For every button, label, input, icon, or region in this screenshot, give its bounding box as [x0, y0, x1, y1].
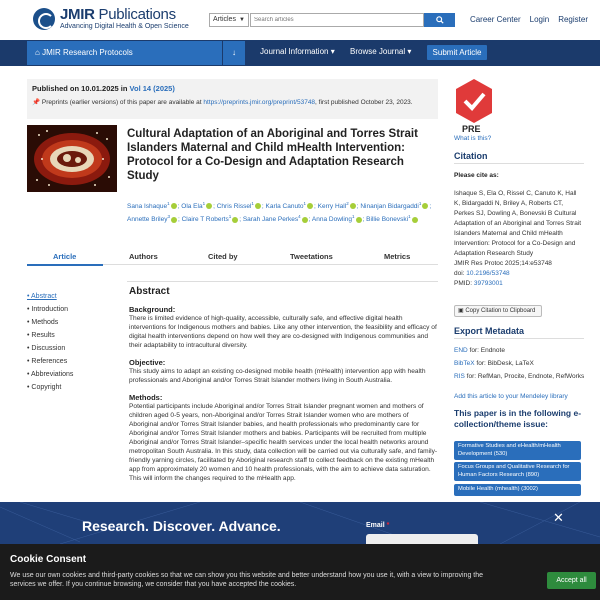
article-tabs [27, 250, 438, 265]
article-title: Cultural Adaptation of an Aboriginal and Torres Strait Islanders Maternal and Child mHealth Intervention: Protocol for a Co-Design and Adaptation Research Study [127, 128, 418, 182]
orcid-icon[interactable] [307, 203, 313, 209]
search-input[interactable] [250, 13, 424, 27]
pin-icon: 📌 [32, 99, 41, 106]
journal-switch-button[interactable] [223, 41, 245, 65]
author-item: Annette Briley$^3$ ; [127, 214, 182, 224]
toc-methods[interactable]: • Methods [27, 319, 117, 332]
newsletter-email-input[interactable] [366, 534, 478, 544]
author-item: Chris Rissel$^1$ ; [216, 201, 266, 211]
abstract-methods [129, 393, 438, 483]
author-name[interactable]: Sarah Jane Perkes [242, 216, 299, 224]
author-list [127, 199, 439, 225]
orcid-icon[interactable] [356, 217, 362, 223]
author-name[interactable]: Billie Bonevski [366, 216, 409, 224]
author-item: Kerry Hall$^2$ ; [317, 201, 361, 211]
author-name[interactable]: Karla Canuto [265, 203, 304, 211]
orcid-icon[interactable] [171, 203, 177, 209]
author-name[interactable]: Chris Rissel [216, 203, 252, 211]
doi-link[interactable]: 10.2196/53748 [466, 270, 510, 277]
export-ris-link[interactable]: RIS [454, 373, 465, 380]
author-affiliation: 2 [346, 201, 349, 206]
export-ris: RIS for: RefMan, Procite, Endnote, RefWorks [454, 373, 585, 380]
search-icon [436, 16, 444, 24]
career-center-link[interactable]: Career Center [469, 15, 521, 24]
tab-cited-by[interactable]: Cited by [208, 252, 238, 261]
toc-references[interactable]: • References [27, 358, 117, 371]
author-affiliation: 1 [352, 214, 355, 220]
pre-label: PRE [462, 124, 481, 134]
journal-home-link[interactable]: ⌂ JMIR Research Protocols [27, 41, 222, 65]
clipboard-icon: ▣ [458, 308, 464, 314]
toc-discussion[interactable]: • Discussion [27, 345, 117, 358]
citation-pmid: PMID: 39793001 [454, 280, 503, 287]
cookie-title: Cookie Consent [10, 554, 87, 565]
volume-link[interactable]: Vol 14 (2025) [129, 84, 175, 93]
toc-abstract[interactable]: • Abstract [27, 293, 117, 306]
section-text: Potential participants include Aboriginal and/or Torres Strait Islander pregnant women and mothers of children aged 0-5 years, non-Aboriginal and/or Torres Strait Islander women who are mothers of Aboriginal and/or Torres Strait Islander babies, and health professionals who predominantly care for Aboriginal and/or Torres Strait Islander mothers and babies. Participants will be recruited from multiple Aboriginal and/or Torres Strait Islander–specific health services under the local health networks around metropolitan South Australia. In this study, data collection will be carried out via culturally safe, and family-friendly yarning circles, facilitated by Aboriginal research staff to collect feedback on the existing mHealth app from approximately 20 women and 10 health professionals, with the aim to achieve data saturation. This will inform the changes required to the mHealth app. [129, 403, 438, 482]
search-button[interactable] [424, 13, 455, 27]
tab-article[interactable]: Article [53, 252, 77, 261]
author-affiliation: 1 [167, 201, 170, 206]
author-affiliation: 1 [408, 214, 411, 220]
author-affiliation: 1 [228, 214, 232, 220]
close-icon[interactable]: ✕ [553, 510, 564, 525]
author-item: Sana Ishaque$^1$ ; [127, 201, 182, 211]
author-name[interactable]: Ninanjan Bidargaddi [360, 203, 419, 211]
jmir-logo-icon[interactable] [33, 8, 55, 30]
tab-metrics[interactable]: Metrics [384, 252, 411, 261]
preprint-badge-icon[interactable] [454, 78, 494, 124]
author-name[interactable]: Ola Ela [181, 203, 203, 211]
author-item: Anna Dowling$^1$ ; [311, 214, 367, 224]
section-text: This study aims to adapt an existing co-designed mobile health (mHealth) intervention app with health professionals and Aboriginal and/or Torres Strait Islander mothers living in South Australia. [129, 368, 426, 384]
export-endnote: END for: Endnote [454, 347, 505, 354]
theme-tag[interactable]: Focus Groups and Qualitative Research for Human Factors Research (890) [454, 462, 581, 481]
author-affiliation: 1 [418, 201, 422, 206]
author-item [366, 216, 418, 223]
browse-journal-menu[interactable]: Browse Journal ▾ [350, 47, 412, 56]
section-title: Methods: [129, 393, 163, 402]
active-tab-indicator [27, 264, 103, 266]
theme-tag[interactable]: Mobile Health (mhealth) (3002) [454, 484, 581, 496]
abstract-heading: Abstract [129, 286, 170, 297]
author-affiliation: 1 [251, 201, 254, 206]
banner-slogan: Research. Discover. Advance. [82, 518, 281, 534]
aboriginal-artwork-image [27, 125, 117, 192]
mendeley-link[interactable]: Add this article to your Mendeley library [454, 393, 568, 400]
author-name[interactable]: Sana Ishaque [127, 203, 168, 211]
tab-authors[interactable]: Authors [129, 252, 158, 261]
accept-cookies-button[interactable]: Accept all [547, 572, 596, 589]
section-title: Objective: [129, 358, 166, 367]
abstract-background [129, 305, 438, 350]
cite-as-label: Please cite as: [454, 172, 499, 179]
journal-information-menu[interactable]: Journal Information ▾ [260, 47, 335, 56]
orcid-icon[interactable] [206, 203, 212, 209]
citation-doi: doi: 10.2196/53748 [454, 270, 510, 277]
toc-abbreviations[interactable]: • Abbreviations [27, 371, 117, 384]
author-name[interactable]: Kerry Hall [317, 203, 347, 211]
section-title: Background: [129, 305, 176, 314]
what-is-this-link[interactable]: What is this? [454, 135, 492, 142]
author-affiliation: 4 [298, 214, 301, 220]
site-logo-text[interactable]: JMIR Publications [60, 6, 176, 23]
login-link[interactable]: Login [529, 15, 550, 24]
site-tagline: Advancing Digital Health & Open Science [60, 23, 189, 30]
cookie-text: We use our own cookies and third-party cookies so that we can show you this website and better understand how you use it, with a view to improving the services we offer. If you continue browsing, we consider that you have accepted the cookies. [10, 572, 484, 588]
newsletter-banner [0, 502, 600, 544]
author-name[interactable]: Anna Dowling [311, 216, 353, 224]
preprint-link[interactable]: https://preprints.jmir.org/preprint/53748 [203, 99, 316, 106]
toc-results[interactable]: • Results [27, 332, 117, 345]
author-name[interactable]: Annette Briley [127, 216, 168, 224]
search-type-select[interactable]: Articles ▼ [209, 13, 249, 27]
table-of-contents [27, 293, 117, 397]
section-text: There is limited evidence of high-quality, accessible, culturally safe, and effective digital health interventions for Indigenous mothers and babies. Like any other intervention, the feasibility and efficacy of digital health interventions depend on how well they are co-designed with Indigenous communities and their adaptability to intracultural diversity. [129, 315, 437, 349]
tab-tweetations[interactable]: Tweetations [290, 252, 333, 261]
toc-introduction[interactable]: • Introduction [27, 306, 117, 319]
orcid-icon[interactable] [412, 217, 418, 223]
preprint-note: 📌 Preprints (earlier versions) of this paper are available at https://preprints.jmir.org/preprint/53748, first published October 23, 2023. [32, 99, 413, 106]
author-item: Claire T Roberts$^1$ ; [181, 214, 243, 224]
published-date: Published on 10.01.2025 in Vol 14 (2025) [32, 84, 175, 93]
author-item: Sarah Jane Perkes$^4$ ; [242, 214, 312, 224]
article-thumbnail[interactable] [27, 125, 117, 192]
copy-citation-button[interactable]: ▣ Copy Citation to Clipboard [454, 305, 542, 317]
citation-body: Ishaque S, Ela O, Rissel C, Canuto K, Hall K, Bidargaddi N, Briley A, Roberts CT, Perkes SJ, Dowling A, Bonevski B Cultural Adaptation of an Aboriginal and Torres Strait Islanders Maternal and Child mHealth Intervention: Protocol for a Co-Design and Adaptation Research Study [454, 190, 582, 257]
theme-tag[interactable]: Formative Studies and eHealth/mHealth Development (530) [454, 441, 581, 460]
author-item: Ola Ela$^1$ ; [181, 201, 217, 211]
citation-heading: Citation [454, 151, 584, 164]
orcid-icon[interactable] [422, 203, 428, 209]
orcid-icon[interactable] [350, 203, 356, 209]
account-links [470, 15, 588, 24]
publication-info [27, 79, 438, 119]
cookie-consent [0, 544, 600, 600]
author-affiliation: 3 [167, 214, 170, 220]
orcid-icon[interactable] [302, 217, 308, 223]
email-label: Email * [366, 522, 390, 529]
toc-copyright[interactable]: • Copyright [27, 384, 117, 397]
export-bibtex: BibTeX for: BibDesk, LaTeX [454, 360, 534, 367]
chevron-down-icon: ▼ [239, 17, 245, 23]
top-header [0, 0, 600, 40]
author-affiliation: 1 [202, 201, 206, 206]
orcid-icon[interactable] [232, 217, 238, 223]
orcid-icon[interactable] [255, 203, 261, 209]
abstract-section [127, 281, 438, 506]
register-link[interactable]: Register [558, 15, 588, 24]
arrow-down-icon: ↓ [232, 48, 236, 57]
abstract-objective [129, 358, 438, 385]
export-end-link[interactable]: END [454, 347, 468, 354]
orcid-icon[interactable] [171, 217, 177, 223]
author-name[interactable]: Claire T Roberts [181, 216, 229, 224]
author-affiliation: 1 [303, 201, 307, 206]
export-bibtex-link[interactable]: BibTeX [454, 360, 475, 367]
author-item: Karla Canuto$^1$ ; [265, 201, 318, 211]
pmid-link[interactable]: 39793001 [473, 280, 503, 287]
author-item: Ninanjan Bidargaddi$^1$ ; [360, 201, 432, 211]
export-metadata-heading: Export Metadata [454, 326, 584, 339]
submit-article-button[interactable]: Submit Article [427, 45, 487, 60]
citation-journal: JMIR Res Protoc 2025;14:e53748 [454, 260, 552, 267]
home-icon: ⌂ [35, 48, 40, 57]
citation-text [454, 189, 584, 289]
ecollection-heading: This paper is in the following e-collection/theme issue: [454, 408, 582, 429]
